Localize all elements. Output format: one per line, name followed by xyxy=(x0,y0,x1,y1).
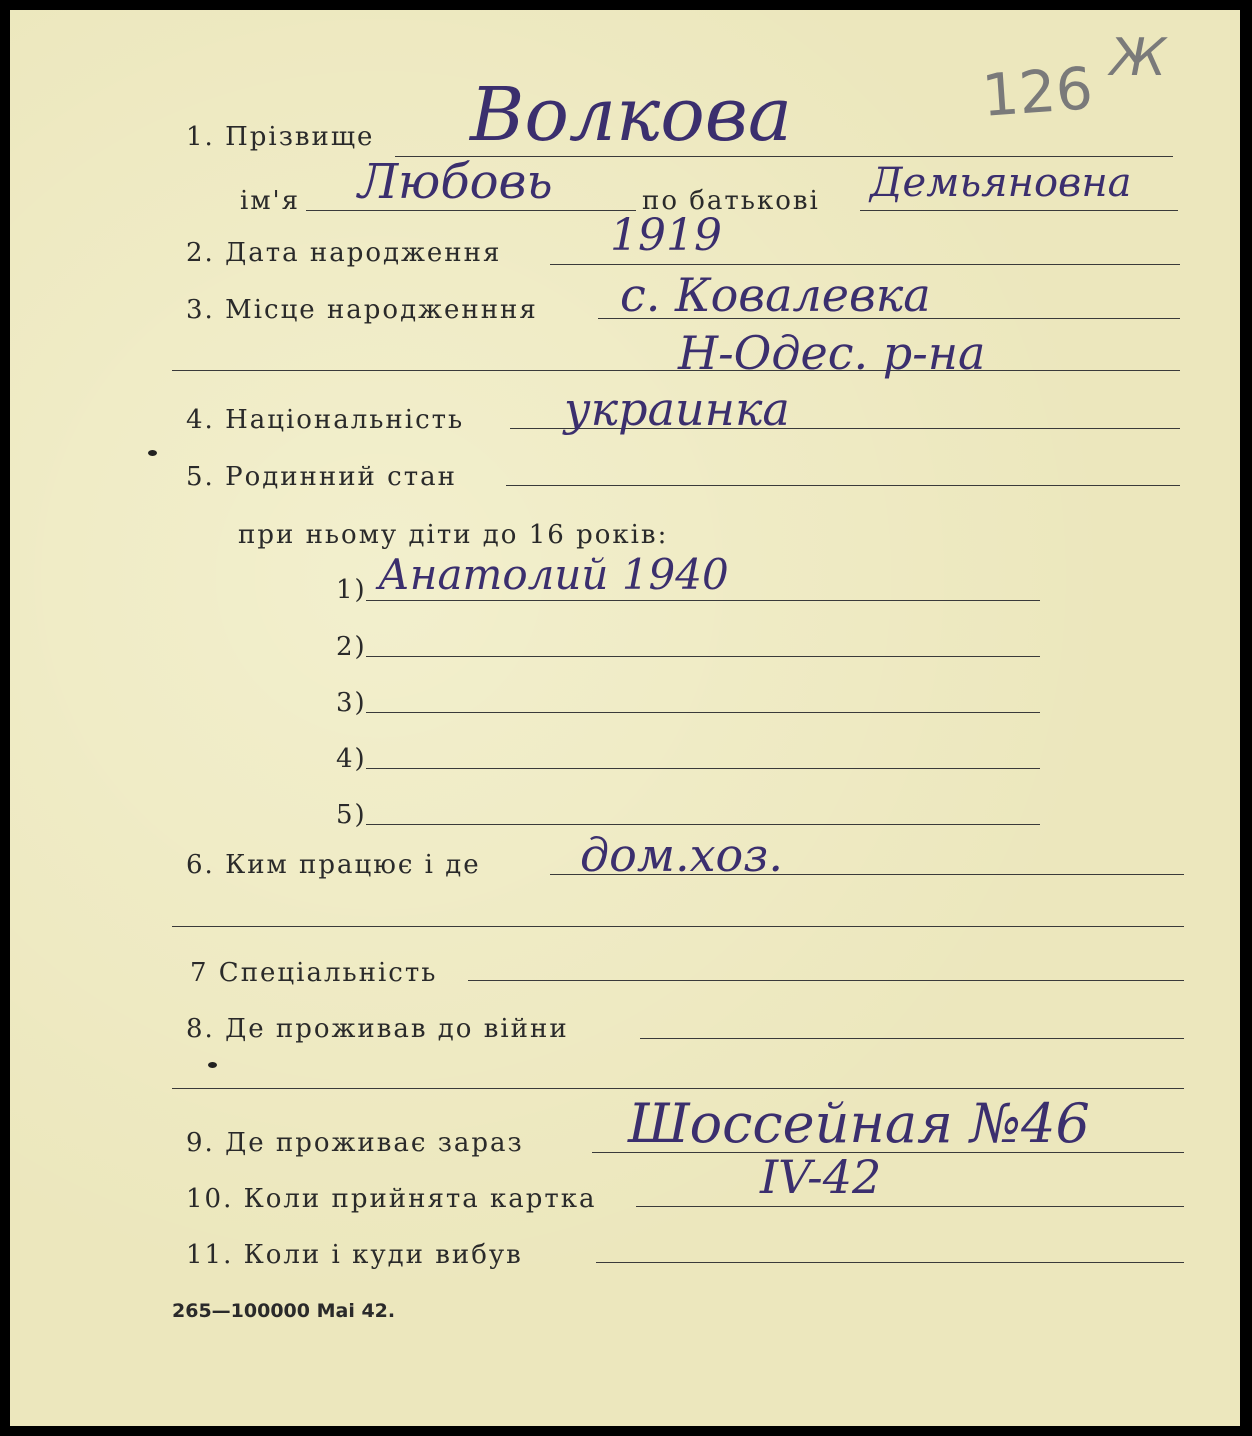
child-5-line xyxy=(366,824,1040,825)
child-3-label: 3) xyxy=(336,688,367,718)
field-nationality-label: 4. Національність xyxy=(186,405,465,435)
first-name-entry: Любовь xyxy=(358,154,553,210)
prewar-residence-line-1 xyxy=(640,1038,1184,1039)
child-3-line xyxy=(366,712,1040,713)
specialty-line xyxy=(468,980,1184,981)
current-residence-entry: Шоссейная №46 xyxy=(628,1092,1090,1155)
field-prewar-residence-label: 8. Де проживав до війни xyxy=(186,1014,569,1044)
card-date-entry: IV-42 xyxy=(760,1150,882,1204)
field-name-label: ім'я xyxy=(240,186,301,216)
child-1-line xyxy=(366,600,1040,601)
field-birth-place-label: 3. Місце народженння xyxy=(186,295,538,325)
birth-place-entry-1: с. Ковалевка xyxy=(620,268,931,322)
field-surname-label: 1. Прізвище xyxy=(186,122,375,152)
child-5-label: 5) xyxy=(336,800,367,830)
children-label: при ньому діти до 16 років: xyxy=(238,520,669,550)
child-2-line xyxy=(366,656,1040,657)
departure-line xyxy=(596,1262,1184,1263)
field-current-residence-label: 9. Де проживає зараз xyxy=(186,1128,524,1158)
work-line-2 xyxy=(172,926,1184,927)
registration-card xyxy=(10,10,1240,1426)
field-patronymic-label: по батькові xyxy=(642,186,820,216)
name-line xyxy=(306,210,636,211)
pencil-letter: Ж xyxy=(1110,28,1167,88)
child-2-label: 2) xyxy=(336,632,367,662)
punch-hole xyxy=(148,450,157,456)
punch-hole xyxy=(208,1062,217,1068)
child-1-label: 1) xyxy=(336,575,367,605)
prewar-residence-line-2 xyxy=(172,1088,1184,1089)
work-entry: дом.хоз. xyxy=(580,828,783,882)
child-4-label: 4) xyxy=(336,744,367,774)
family-status-line xyxy=(506,485,1180,486)
field-specialty-label: 7 Спеціальність xyxy=(190,958,438,988)
field-family-status-label: 5. Родинний стан xyxy=(186,462,457,492)
field-departure-label: 11. Коли і куди вибув xyxy=(186,1240,523,1270)
birth-date-entry: 1919 xyxy=(610,210,722,261)
surname-entry: Волкова xyxy=(470,72,792,158)
birth-place-line-2 xyxy=(172,370,1180,371)
child-1-entry: Анатолий 1940 xyxy=(378,550,729,599)
field-card-date-label: 10. Коли прийнята картка xyxy=(186,1184,597,1214)
birth-place-entry-2: Н-Одес. р-на xyxy=(678,326,986,380)
field-birth-date-label: 2. Дата народження xyxy=(186,238,502,268)
child-4-line xyxy=(366,768,1040,769)
pencil-number: 126 xyxy=(979,54,1095,130)
patronymic-line xyxy=(860,210,1178,211)
field-work-label: 6. Ким працює і де xyxy=(186,850,481,880)
nationality-entry: украинка xyxy=(564,382,790,436)
print-code: 265—100000 Mai 42. xyxy=(172,1300,396,1322)
birth-date-line xyxy=(550,264,1180,265)
patronymic-entry: Демьяновна xyxy=(870,160,1132,206)
card-date-line xyxy=(636,1206,1184,1207)
